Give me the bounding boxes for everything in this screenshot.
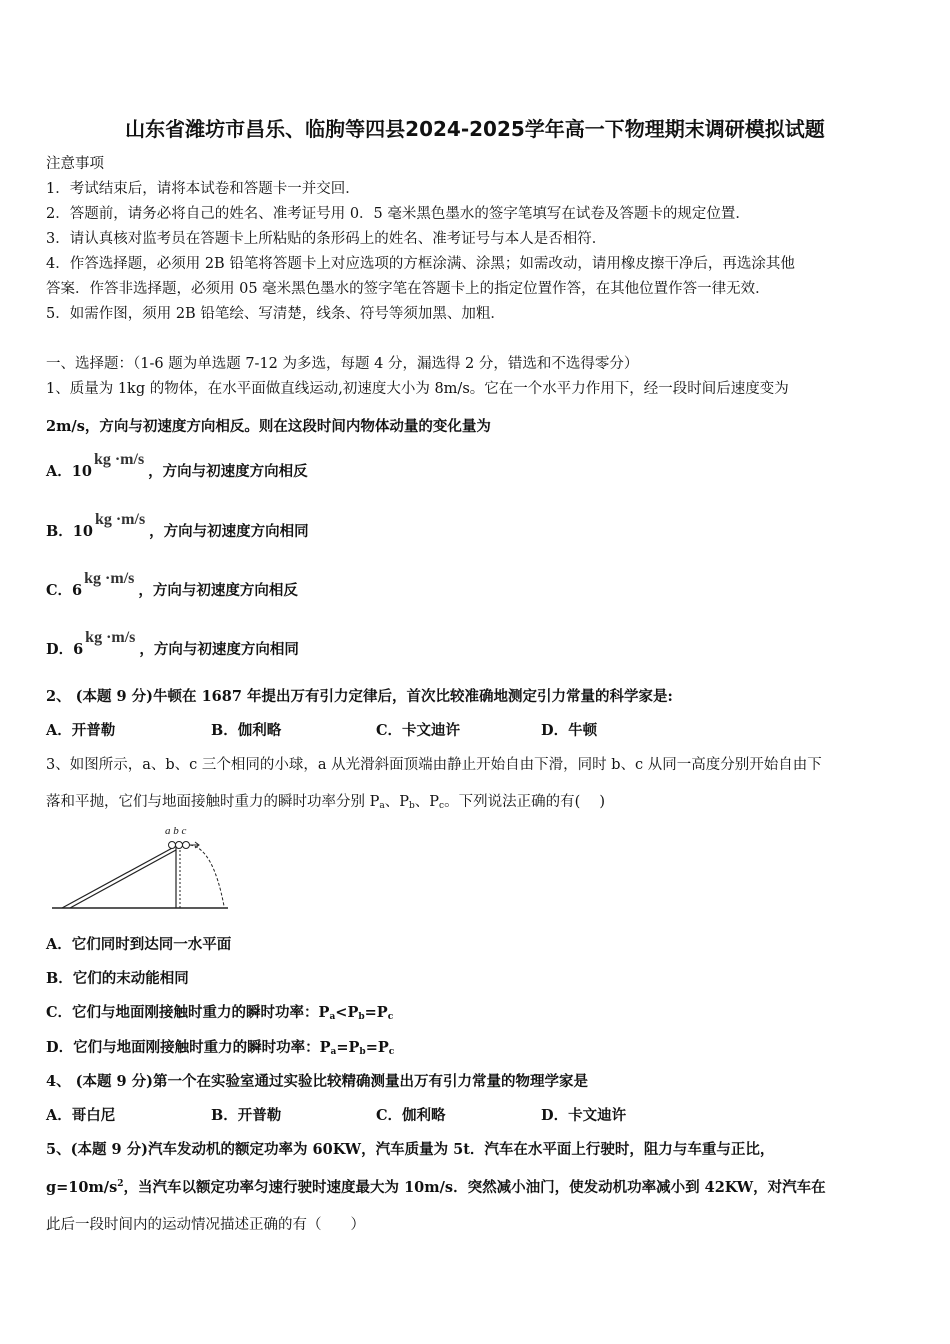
q4-options [46, 1104, 626, 1125]
q3-option-b: B．它们的末动能相同 [46, 970, 189, 987]
q2-options [46, 719, 597, 740]
q3-option-d [46, 1036, 394, 1057]
projectile-path [190, 845, 224, 906]
q3-stem-line2 [46, 790, 605, 811]
q1-option-c [46, 570, 298, 600]
q1-option-a-text: ，方向与初速度方向相反 [148, 463, 308, 480]
q4-option-c: C．伽利略 [376, 1107, 446, 1124]
q4-option-b: B．开普勒 [211, 1107, 282, 1124]
q1-option-d-label: D．6 [46, 641, 84, 658]
q3-option-d-sub-a: a [330, 1047, 337, 1057]
q5-gravity-exponent: 2 [117, 1179, 124, 1190]
q1-option-a [46, 451, 308, 481]
q1-option-c-unit: kg ·m/s [84, 570, 135, 587]
q3-incline-figure [48, 820, 238, 915]
q2-option-d: D．牛顿 [541, 722, 598, 739]
q5-gravity: g=10m/s [46, 1179, 118, 1196]
q3-option-c-sub-b: b [358, 1012, 365, 1022]
q1-option-d-text: ，方向与初速度方向相同 [139, 641, 299, 658]
q1-option-b [46, 511, 309, 541]
q3-stem-line1: 3、如图所示，a、b、c 三个相同的小球，a 从光滑斜面顶端由静止开始自由下滑，同时 b、c 从同一高度分别开始自由下 [46, 757, 822, 773]
q4-stem: 4、 (本题 9 分)第一个在实验室通过实验比较精确测量出万有引力常量的物理学家是 [46, 1073, 589, 1090]
q3-stem-tail: 。下列说法正确的有( ) [444, 794, 606, 810]
q5-stem-line1: 5、(本题 9 分)汽车发动机的额定功率为 60KW，汽车质量为 5t．汽车在水平面上行驶时，阻力与车重与正比， [46, 1141, 775, 1158]
notice-item-3: 3．请认真核对监考员在答题卡上所粘贴的条形码上的姓名、准考证号与本人是否相符． [46, 231, 607, 247]
notice-item-2: 2．答题前，请务必将自己的姓名、准考证号用 0．5 毫米黑色墨水的签字笔填写在试卷及答题卡的规定位置． [46, 206, 750, 222]
q1-option-d-unit: kg ·m/s [85, 629, 136, 646]
ball-c [183, 842, 190, 849]
q1-option-c-text: ，方向与初速度方向相反 [138, 582, 298, 599]
q3-option-d-sub-b: b [359, 1047, 366, 1057]
q4-option-a: A．哥白尼 [46, 1107, 116, 1124]
ball-labels: a b c [165, 825, 187, 837]
incline-edge-outer [62, 846, 176, 908]
q3-stem-text: 落和平抛，它们与地面接触时重力的瞬时功率分别 P [46, 794, 380, 810]
q3-option-c-rel-1: <P [335, 1004, 359, 1021]
notice-heading: 注意事项 [46, 156, 104, 172]
notice-item-5: 5．如需作图，须用 2B 铅笔绘、写清楚，线条、符号等须加黑、加粗． [46, 306, 505, 322]
q1-option-c-label: C．6 [46, 582, 83, 599]
q5-stem-line2-text: ，当汽车以额定功率匀速行驶时速度最大为 10m/s．突然减小油门，使发动机功率减小到 42KW，对汽车在 [123, 1179, 826, 1196]
q3-option-c [46, 1001, 393, 1022]
q2-option-a: A．开普勒 [46, 722, 116, 739]
ball-a [169, 842, 176, 849]
q1-stem-line1: 1、质量为 1kg 的物体，在水平面做直线运动,初速度大小为 8m/s。它在一个水平力作用下，经一段时间后速度变为 [46, 381, 789, 397]
q5-stem-line3: 此后一段时间内的运动情况描述正确的有（ ） [46, 1217, 365, 1233]
q3-sep-2: 、P [414, 794, 440, 810]
notice-item-4: 4．作答选择题，必须用 2B 铅笔将答题卡上对应选项的方框涂满、涂黑；如需改动，请用橡皮擦干净后，再选涂其他 [46, 256, 795, 272]
q3-sub-a: a [379, 801, 385, 811]
q1-option-b-label: B．10 [46, 523, 93, 540]
q3-sub-c: c [439, 801, 445, 811]
q3-option-d-rel-2: =P [365, 1039, 389, 1056]
q2-stem: 2、 (本题 9 分)牛顿在 1687 年提出万有引力定律后，首次比较准确地测定引力常量的科学家是: [46, 688, 673, 705]
ball-b [176, 842, 183, 849]
q3-option-c-sub-c: c [387, 1012, 394, 1022]
q3-option-a: A．它们同时到达同一水平面 [46, 936, 232, 953]
q3-option-c-rel-2: =P [364, 1004, 388, 1021]
q1-option-a-label: A．10 [46, 463, 92, 480]
q1-option-b-text: ，方向与初速度方向相同 [149, 523, 309, 540]
q4-option-d: D．卡文迪许 [541, 1107, 627, 1124]
q1-stem-line2: 2m/s，方向与初速度方向相反。则在这段时间内物体动量的变化量为 [46, 418, 491, 435]
q2-option-b: B．伽利略 [211, 722, 282, 739]
q3-option-d-rel-1: =P [336, 1039, 360, 1056]
q3-option-d-text: D．它们与地面刚接触时重力的瞬时功率：P [46, 1039, 331, 1056]
q3-option-c-text: C．它们与地面刚接触时重力的瞬时功率：P [46, 1004, 330, 1021]
q1-option-a-unit: kg ·m/s [93, 451, 145, 468]
q3-sub-b: b [409, 801, 415, 811]
q2-option-c: C．卡文迪许 [376, 722, 461, 739]
q1-option-b-unit: kg ·m/s [94, 511, 146, 528]
section-1-heading: 一、选择题：（1-6 题为单选题 7-12 为多选，每题 4 分，漏选得 2 分，错选和不选得零分） [46, 356, 639, 372]
q5-stem-line2 [46, 1176, 826, 1197]
notice-item-4-cont: 答案．作答非选择题，必须用 05 毫米黑色墨水的签字笔在答题卡上的指定位置作答，在其他位置作答一律无效． [46, 281, 770, 297]
q1-option-d [46, 629, 299, 659]
page-title: 山东省潍坊市昌乐、临朐等四县2024-2025学年高一下物理期末调研模拟试题 [125, 117, 825, 141]
q3-option-d-sub-c: c [388, 1047, 395, 1057]
incline-edge-inner [70, 850, 176, 908]
q3-sep-1: 、P [384, 794, 410, 810]
q3-option-c-sub-a: a [329, 1012, 336, 1022]
notice-item-1: 1．考试结束后，请将本试卷和答题卡一并交回． [46, 181, 360, 197]
